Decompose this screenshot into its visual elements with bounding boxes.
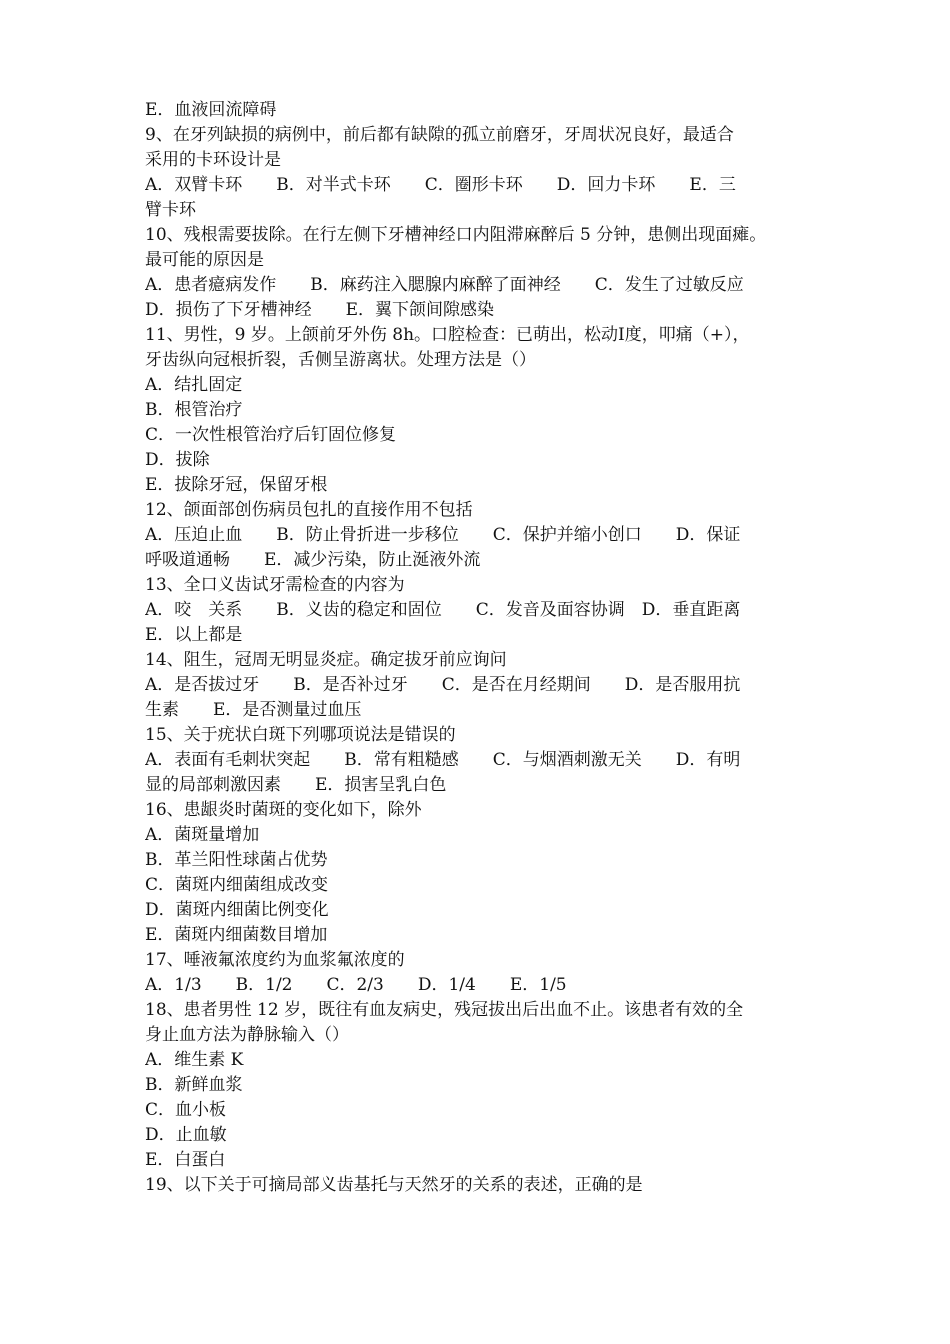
- question-10-stem-cont: 最可能的原因是: [145, 250, 264, 270]
- question-16-option-b: B．革兰阳性球菌占优势: [145, 850, 328, 870]
- question-18-option-b: B．新鲜血浆: [145, 1075, 243, 1095]
- document-page: [145, 98, 810, 1198]
- question-18-option-a: A．维生素 K: [145, 1050, 244, 1070]
- question-13-options-cont: E．以上都是: [145, 625, 243, 645]
- question-11-option-a: A．结扎固定: [145, 375, 243, 395]
- question-9-options-cont: 臂卡环: [145, 200, 196, 220]
- question-19-stem: 19、以下关于可摘局部义齿基托与天然牙的关系的表述，正确的是: [145, 1175, 643, 1195]
- question-18-option-e: E．白蛋白: [145, 1150, 226, 1170]
- question-10-stem: 10、残根需要拔除。在行左侧下牙槽神经口内阻滞麻醉后 5 分钟，患侧出现面瘫。: [145, 225, 767, 245]
- question-10-options: A．患者癔病发作 B．麻药注入腮腺内麻醉了面神经 C．发生了过敏反应: [145, 275, 744, 295]
- question-12-options-cont: 呼吸道通畅 E．减少污染，防止涎液外流: [145, 550, 481, 570]
- question-18-stem-cont: 身止血方法为静脉输入（）: [145, 1025, 349, 1045]
- question-9-stem-cont: 采用的卡环设计是: [145, 150, 281, 170]
- question-16-option-a: A．菌斑量增加: [145, 825, 260, 845]
- question-13-options: A．咬 关系 B．义齿的稳定和固位 C．发音及面容协调 D．垂直距离: [145, 600, 741, 620]
- question-10-options-cont: D．损伤了下牙槽神经 E．翼下颌间隙感染: [145, 300, 495, 320]
- question-11-stem: 11、男性，9 岁。上颌前牙外伤 8h。口腔检查：已萌出，松动Ⅰ度，叩痛（+），: [145, 325, 750, 345]
- question-12-stem: 12、颌面部创伤病员包扎的直接作用不包括: [145, 500, 473, 520]
- question-11-option-b: B．根管治疗: [145, 400, 243, 420]
- question-18-stem: 18、患者男性 12 岁，既往有血友病史，残冠拔出后出血不止。该患者有效的全: [145, 1000, 744, 1020]
- question-16-option-d: D．菌斑内细菌比例变化: [145, 900, 329, 920]
- question-9-options: A．双臂卡环 B．对半式卡环 C．圈形卡环 D．回力卡环 E．三: [145, 175, 736, 195]
- question-13-stem: 13、全口义齿试牙需检查的内容为: [145, 575, 405, 595]
- question-16-option-e: E．菌斑内细菌数目增加: [145, 925, 328, 945]
- question-14-stem: 14、阻生，冠周无明显炎症。确定拔牙前应询问: [145, 650, 507, 670]
- text-line: E．血液回流障碍: [145, 100, 277, 120]
- question-18-option-c: C．血小板: [145, 1100, 227, 1120]
- question-12-options: A．压迫止血 B．防止骨折进一步移位 C．保护并缩小创口 D．保证: [145, 525, 741, 545]
- question-11-stem-cont: 牙齿纵向冠根折裂，舌侧呈游离状。处理方法是（）: [145, 350, 536, 370]
- question-15-options-cont: 显的局部刺激因素 E．损害呈乳白色: [145, 775, 447, 795]
- question-16-option-c: C．菌斑内细菌组成改变: [145, 875, 329, 895]
- question-17-stem: 17、唾液氟浓度约为血浆氟浓度的: [145, 950, 405, 970]
- question-18-option-d: D．止血敏: [145, 1125, 227, 1145]
- question-11-option-d: D．拔除: [145, 450, 210, 470]
- question-11-option-e: E．拔除牙冠，保留牙根: [145, 475, 328, 495]
- question-17-options: A．1/3 B．1/2 C．2/3 D．1/4 E．1/5: [145, 975, 567, 995]
- question-14-options: A．是否拔过牙 B．是否补过牙 C．是否在月经期间 D．是否服用抗: [145, 675, 741, 695]
- question-11-option-c: C．一次性根管治疗后钉固位修复: [145, 425, 397, 445]
- question-16-stem: 16、患龈炎时菌斑的变化如下，除外: [145, 800, 422, 820]
- question-15-options: A．表面有毛刺状突起 B．常有粗糙感 C．与烟酒刺激无关 D．有明: [145, 750, 741, 770]
- question-9-stem: 9、在牙列缺损的病例中，前后都有缺隙的孤立前磨牙，牙周状况良好，最适合: [145, 125, 734, 145]
- question-15-stem: 15、关于疣状白斑下列哪项说法是错误的: [145, 725, 456, 745]
- question-14-options-cont: 生素 E．是否测量过血压: [145, 700, 362, 720]
